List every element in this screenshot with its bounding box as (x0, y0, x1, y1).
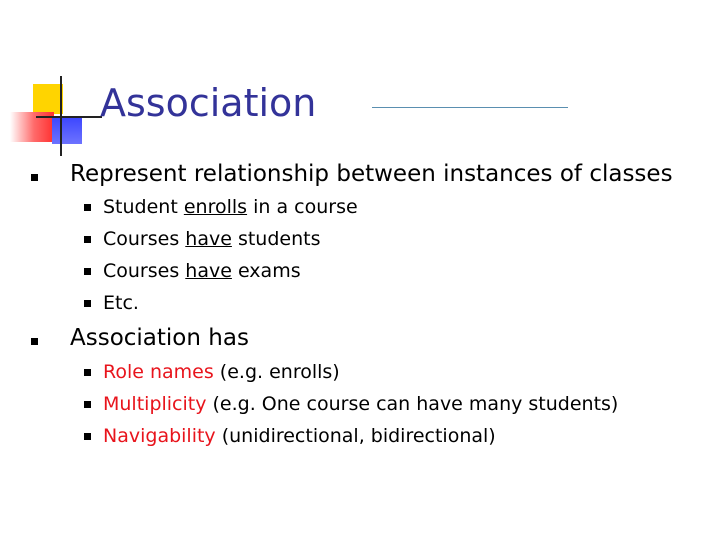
sub-bullet-marker (84, 401, 91, 408)
sub-bullet-1-2: Courses have students (103, 228, 321, 250)
sub-bullet-1-4: Etc. (103, 292, 139, 314)
sub-bullet-1-3: Courses have exams (103, 260, 301, 282)
sub-bullet-2-1: Role names (e.g. enrolls) (103, 361, 340, 383)
logo-blue-square (52, 116, 82, 144)
sub-bullet-2-3: Navigability (unidirectional, bidirectional) (103, 425, 496, 447)
sub-bullet-2-2: Multiplicity (e.g. One course can have many students) (103, 393, 619, 415)
slide-title: Association (100, 81, 317, 125)
term-multiplicity: Multiplicity (103, 393, 207, 415)
sub-bullet-marker (84, 236, 91, 243)
bullet-marker (31, 338, 38, 345)
sub-bullet-marker (84, 433, 91, 440)
sub-bullet-marker (84, 300, 91, 307)
term-role-names: Role names (103, 361, 214, 383)
logo-yellow-square (33, 84, 63, 114)
bullet-2-text: Association has (70, 325, 249, 351)
term-navigability: Navigability (103, 425, 216, 447)
bullet-1-text: Represent relationship between instances of classes (70, 161, 673, 187)
sub-bullet-1-1: Student enrolls in a course (103, 196, 358, 218)
sub-bullet-marker (84, 268, 91, 275)
sub-bullet-marker (84, 369, 91, 376)
sub-bullet-marker (84, 204, 91, 211)
bullet-marker (31, 174, 38, 181)
title-divider (372, 107, 568, 108)
logo-horizontal-line (36, 116, 102, 118)
